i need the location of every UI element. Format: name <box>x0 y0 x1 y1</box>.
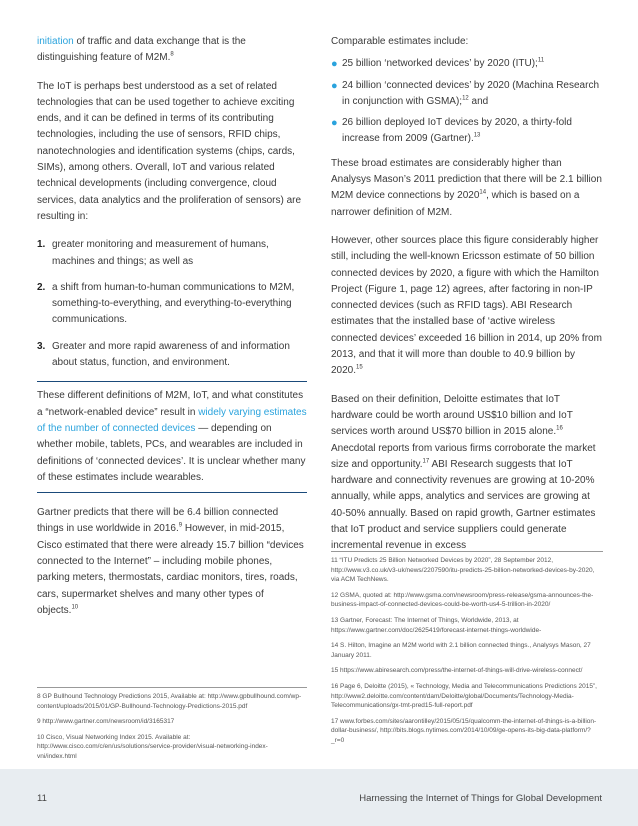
footnotes-right <box>331 551 603 752</box>
bullet-icon: ● <box>331 117 338 130</box>
footnote: 12 GSMA, quoted at: http://www.gsma.com/newsroom/press-release/gsma-announces-the-business-impact-of-connected-devices-could-be-worth-us4-5-trillion-in-2020/ <box>331 591 594 609</box>
callout-link-text[interactable]: widely varying estimates of the number of connected devices <box>37 406 307 434</box>
document-title: Harnessing the Internet of Things for Global Development <box>359 793 602 804</box>
footnote: 10 Cisco, Visual Networking Index 2015. Available at: http://www.cisco.com/c/en/us/solutions/service-provider/visual-networking-index-vni/index.html <box>37 733 268 760</box>
right-column <box>331 34 603 567</box>
list-item: 1. greater monitoring and measurement of humans, machines and things; as well as <box>37 239 269 267</box>
footnote: 8 GP Bullhound Technology Predictions 2015, Available at: http://www.gpbullhound.com/wp-content/uploads/2015/01/GP-Bullhound-Technology-Predictions-2015.pdf <box>37 693 302 710</box>
footnote: 16 Page 6, Deloitte (2015), « Technology, Media and Telecommunications Predictions 2015”, http://www2.deloitte.com/content/dam/Deloitte/global/Documents/Technology-Media-Telecommunications/gx-tmt-pred15-full-report.pdf <box>331 682 597 710</box>
intro-paragraph: initiation of traffic and data exchange that is the distinguishing feature of M2M.$^8$ <box>37 36 246 64</box>
left-column <box>37 34 307 631</box>
list-item: ● 25 billion ‘networked devices’ by 2020 (ITU);$^{11}$ <box>331 56 603 72</box>
list-item: 2. a shift from human-to-human communications to M2M, something-to-everything, and everything-to-everything communications. <box>37 281 295 326</box>
footnote: 17 www.forbes.com/sites/aarontilley/2015/05/15/qualcomm-the-internet-of-things-is-a-billion-dollar-business/, http://bits.blogs.nytimes.com/2014/10/09/ge-opens-its-big-data-platform/?_r=0 <box>331 717 597 744</box>
bullet-icon: ● <box>331 79 338 92</box>
intro-link-text[interactable]: initiation <box>37 36 74 47</box>
footnote: 15 https://www.abiresearch.com/press/the-internet-of-things-will-drive-wireless-connect/ <box>331 667 583 675</box>
iot-definition-paragraph: The IoT is perhaps best understood as a set of related technologies that can be used together to achieve exciting ends, and it can be defined in terms of its contributing technologies, including the use of sensors, RFID chips, nanotechnologies and identification systems (chips, cards, SIMs), among others. Overall, IoT and various related technical developments (including convergence, cloud services, data analytics and the proliferation of sensors) are resulting in: <box>37 80 302 222</box>
callout-box <box>37 381 307 493</box>
footnotes-left <box>37 687 307 768</box>
gartner-paragraph: Gartner predicts that there will be 6.4 billion connected things in use worldwide in 2016.$^9$ However, in mid-2015, Cisco estimated that there were already 15.7 billion “devices connected to the Internet” – including mobile phones, parking meters, thermostats, cardiac monitors, tires, roads, cars, supermarket shelves and many other types of objects.$^{10}$ <box>37 507 304 616</box>
footnote: 9 http://www.gartner.com/newsroom/id/3165317 <box>37 718 175 726</box>
footnote: 11 “ITU Predicts 25 Billion Networked Devices by 2020”, 28 September 2012, http://www.v3.co.uk/v3-uk/news/2207590/itu-predicts-25-billion-networked-devices-by-2020, via ACM TechNews. <box>331 557 595 584</box>
page-footer <box>0 769 638 826</box>
list-item: 3. Greater and more rapid awareness of and information about status, function, and environment. <box>37 340 290 369</box>
broad-estimates-paragraph: These broad estimates are considerably higher than Analysys Mason’s 2011 prediction that there will be 2.1 billion M2M device connections by 2020$^{14}$, which is based on a narrower definition of M2M. <box>331 157 602 218</box>
list-item: ● 24 billion ‘connected devices’ by 2020 (Machina Research in conjunction with GSMA);$^{12}$ and <box>331 79 600 107</box>
page-number: 11 <box>37 793 47 804</box>
however-paragraph: However, other sources place this figure considerably higher still, including the well-known Ericsson estimate of 50 billion connected devices by 2020, a figure with which the Hamilton Project (Figure 1, page 12) agrees, after factoring in non-IP connected devices (such as RFID tags). ABI Research estimates that the installed base of ‘active wireless connected devices’ exceeded 16 billion in 2014, up 20% from 2013, and that it will more than double to 40.9 billion by 2020.15 <box>331 234 602 377</box>
bullet-icon: ● <box>331 58 338 71</box>
footnote: 13 Gartner, Forecast: The Internet of Things, Worldwide, 2013, at https://www.gartner.com/doc/2625419/forecast-internet-things-worldwide- <box>331 616 542 634</box>
deloitte-paragraph: Based on their definition, Deloitte estimates that IoT hardware could be worth around US$10 billion and IoT services worth around US$70 billion in 2015 alone.$^{16}$ Anecdotal reports from various firms corroborate the market size and opportunity.$^{17}$ ABI Research suggests that IoT hardware and connectivity revenues are growing at 10-20% annually, while apps, analytics and services are growing at 40-50% annually. Based on rapid growth, Gartner estimates that IoT product and service suppliers could generate incremental revenue in excess <box>331 393 596 552</box>
comparable-heading: Comparable estimates include: <box>331 36 469 47</box>
numbered-list <box>37 237 307 371</box>
callout-text: These different definitions of M2M, IoT, and what constitutes a “network-enabled device” result in widely varying estimates of the number of connected devices — depending on whether mobile, tablets, PCs, and wearables are included in definitions of ‘connected devices’. It is unclear whether many of these estimates include wearables. <box>37 390 307 483</box>
list-item: ● 26 billion deployed IoT devices by 2020, a thirty-fold increase from 2009 (Gartner).$^{13}$ <box>331 117 572 145</box>
estimates-list <box>331 56 603 147</box>
footnote: 14 S. Hilton, Imagine an M2M world with 2.1 billion connected things., Analysys Mason, 27 January 2011. <box>331 642 591 659</box>
